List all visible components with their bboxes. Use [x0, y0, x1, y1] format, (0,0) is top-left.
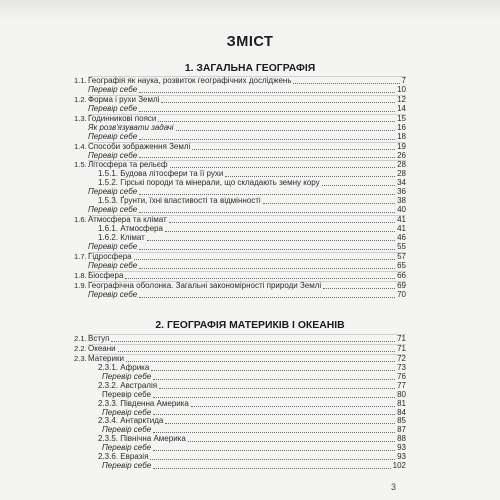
- dot-leader: [139, 249, 395, 250]
- toc-entry-page: 10: [397, 84, 406, 94]
- dot-leader: [125, 278, 395, 279]
- toc-entry-title: 2.3.1. Африка: [98, 362, 150, 372]
- toc-entry: [88, 291, 406, 300]
- toc-entry-page: 18: [397, 131, 406, 141]
- dot-leader: [159, 388, 395, 389]
- toc-entry-number: 1.8.: [74, 270, 87, 280]
- dot-leader: [139, 139, 395, 140]
- toc-entry-page: 26: [397, 150, 406, 160]
- dot-leader: [263, 203, 395, 204]
- dot-leader: [322, 185, 395, 186]
- toc-entry: [74, 141, 406, 152]
- dot-leader: [176, 130, 396, 131]
- toc-entry-page: 93: [397, 452, 406, 462]
- toc-entry-title: 2.3.6. Евразія: [98, 452, 149, 462]
- toc-entry-page: 102: [392, 461, 406, 471]
- toc-entry-page: 57: [397, 251, 406, 261]
- toc-entry-page: 72: [397, 353, 406, 363]
- toc-entry: [74, 334, 406, 344]
- toc-entry-number: 2.1.: [74, 334, 87, 344]
- dot-leader: [139, 212, 395, 213]
- dot-leader: [153, 450, 395, 451]
- page-title: ЗМІСТ: [226, 34, 274, 50]
- toc-entry-title: Гідросфера: [88, 251, 132, 261]
- toc-entry-title: Способи зображення Землі: [88, 141, 191, 151]
- dot-leader: [139, 297, 395, 298]
- toc-entry-title: Перевір себе: [88, 84, 138, 94]
- dot-leader: [153, 432, 395, 433]
- dot-leader: [293, 83, 399, 84]
- toc-entry-page: 81: [397, 398, 406, 408]
- toc-entry-page: 15: [397, 113, 406, 123]
- dot-leader: [158, 121, 395, 122]
- dot-leader: [153, 397, 395, 398]
- toc-entry-title: Годинникові пояси: [88, 113, 157, 123]
- toc-entry-title: Як розв'язувати задачі: [88, 122, 174, 132]
- toc-entry-title: Вступ: [88, 334, 110, 344]
- dot-leader: [153, 468, 390, 469]
- toc-entry-page: 36: [397, 187, 406, 197]
- dot-leader: [139, 194, 395, 195]
- section-title-1: 1. ЗАГАЛЬНА ГЕОГРАФІЯ: [184, 63, 316, 74]
- toc-entry-page: 28: [397, 160, 406, 170]
- toc-entry-title: Перевір себе: [88, 187, 138, 197]
- toc-entry-page: 88: [397, 434, 406, 444]
- toc-entry-page: 69: [397, 280, 406, 290]
- toc-entry-page: 28: [397, 169, 406, 179]
- toc-entry-page: 70: [397, 289, 406, 299]
- toc-entry-page: 66: [397, 270, 406, 280]
- toc-entry-page: 16: [397, 122, 406, 132]
- toc-entry-title: Перевір себе: [102, 371, 152, 381]
- toc-entry: [88, 133, 406, 142]
- toc-entry-title: 1.6.1. Атмосфера: [98, 224, 163, 234]
- dot-leader: [139, 111, 395, 112]
- dot-leader: [147, 240, 395, 241]
- dot-leader: [139, 157, 395, 158]
- dot-leader: [225, 176, 395, 177]
- toc-entry: [88, 105, 406, 114]
- dot-leader: [153, 379, 395, 380]
- toc-entry-title: Океани: [88, 343, 116, 353]
- toc-entry-number: 1.6.: [74, 215, 87, 225]
- toc-entry-number: 1.5.: [74, 160, 87, 170]
- dot-leader: [165, 231, 395, 232]
- dot-leader: [153, 414, 395, 415]
- top-edge-shadow: [0, 0, 500, 20]
- toc-entry-title: Перевір себе: [102, 461, 152, 471]
- dot-leader: [170, 167, 396, 168]
- toc-entry: [88, 86, 406, 95]
- toc-entry-number: 2.3.: [74, 353, 87, 363]
- toc-entry-title: Перевір себе: [102, 389, 152, 399]
- toc-entry-title: Перевір себе: [102, 425, 152, 435]
- dot-leader: [150, 459, 395, 460]
- toc-entry-page: 65: [397, 260, 406, 270]
- dot-leader: [169, 222, 395, 223]
- toc-entry-title: Форма і рухи Землі: [88, 94, 160, 104]
- toc-entry-title: Літосфера та рельєф: [88, 160, 168, 170]
- toc-entry-title: 2.3.2. Австралія: [98, 380, 158, 390]
- toc-entry-page: 71: [397, 343, 406, 353]
- toc-entry-number: 1.1.: [74, 76, 87, 86]
- toc-entry-page: 19: [397, 141, 406, 151]
- page-number: 3: [390, 482, 396, 492]
- section-title-2: 2. ГЕОГРАФІЯ МАТЕРИКІВ І ОКЕАНІВ: [155, 320, 345, 331]
- toc-entry: [74, 343, 406, 354]
- toc-entry-title: Материки: [88, 353, 124, 363]
- toc-entry-title: Перевір себе: [88, 241, 138, 251]
- toc-entry-page: 40: [397, 205, 406, 215]
- toc-list-section-2: [74, 334, 406, 471]
- toc-entry-title: Перевір себе: [88, 131, 138, 141]
- toc-entry-page: 7: [401, 76, 406, 86]
- toc-entry: [88, 262, 406, 271]
- toc-entry-page: 84: [397, 407, 406, 417]
- dot-leader: [139, 268, 395, 269]
- toc-entry-page: 85: [397, 416, 406, 426]
- toc-entry-title: Перевір себе: [102, 443, 152, 453]
- toc-entry: [88, 206, 406, 215]
- toc-entry-title: 2.3.5. Північна Америка: [98, 434, 186, 444]
- toc-entry: [74, 270, 406, 281]
- dot-leader: [188, 441, 395, 442]
- toc-entry-title: 1.6.2. Клімат: [98, 232, 145, 242]
- toc-entry-title: Перевір себе: [88, 260, 138, 270]
- toc-entry-page: 12: [397, 94, 406, 104]
- toc-entry-title: Перевір себе: [102, 407, 152, 417]
- dot-leader: [126, 361, 395, 362]
- toc-entry-page: 71: [397, 334, 406, 344]
- toc-entry: [88, 462, 406, 471]
- dot-leader: [161, 102, 395, 103]
- toc-entry-page: 41: [397, 215, 406, 225]
- toc-entry-title: Географічна оболонка. Загальні закономірності природи Землі: [88, 280, 322, 290]
- toc-entry: [88, 243, 406, 252]
- toc-entry-page: 41: [397, 224, 406, 234]
- toc-entry-page: 80: [397, 389, 406, 399]
- dot-leader: [192, 149, 395, 150]
- toc-entry-page: 38: [397, 196, 406, 206]
- toc-entry-title: 2.3.3. Південна Америка: [98, 398, 189, 408]
- toc-entry-number: 1.3.: [74, 113, 87, 123]
- toc-entry: [88, 152, 406, 161]
- toc-entry-title: Перевір себе: [88, 289, 138, 299]
- toc-entry-title: Біосфера: [88, 270, 124, 280]
- toc-entry-title: 2.3.4. Антарктида: [98, 416, 164, 426]
- dot-leader: [151, 370, 395, 371]
- toc-entry-page: 34: [397, 178, 406, 188]
- toc-entry-page: 55: [397, 241, 406, 251]
- toc-entry-title: Перевір себе: [88, 103, 138, 113]
- toc-entry-number: 1.2.: [74, 94, 87, 104]
- toc-entry-page: 73: [397, 362, 406, 372]
- dot-leader: [323, 288, 395, 289]
- toc-entry-title: 1.5.3. Ґрунти, їхні властивості та відмінності: [98, 196, 261, 206]
- dot-leader: [139, 92, 395, 93]
- toc-entry-page: 93: [397, 443, 406, 453]
- toc-entry-title: Географія як наука, розвиток географічних досліджень: [88, 76, 292, 86]
- toc-list-section-1: [74, 76, 406, 300]
- toc-entry-title: 1.5.1. Будова літосфери та її рухи: [98, 169, 224, 179]
- toc-entry-page: 46: [397, 232, 406, 242]
- toc-entry-title: Перевір себе: [88, 150, 138, 160]
- toc-entry-title: Перевір себе: [88, 205, 138, 215]
- toc-entry-number: 2.2.: [74, 343, 87, 353]
- dot-leader: [134, 259, 395, 260]
- toc-entry-title: 1.5.2. Гірські породи та мінерали, що складають земну кору: [98, 178, 320, 188]
- dot-leader: [165, 423, 395, 424]
- toc-entry-page: 77: [397, 380, 406, 390]
- toc-entry-page: 76: [397, 371, 406, 381]
- toc-entry-number: 1.9.: [74, 280, 87, 290]
- toc-entry-page: 87: [397, 425, 406, 435]
- dot-leader: [111, 341, 395, 342]
- toc-entry-page: 14: [397, 103, 406, 113]
- toc-entry-number: 1.7.: [74, 251, 87, 261]
- dot-leader: [191, 406, 395, 407]
- toc-entry-title: Атмосфера та клімат: [88, 215, 167, 225]
- toc-entry-number: 1.4.: [74, 141, 87, 151]
- dot-leader: [118, 351, 395, 352]
